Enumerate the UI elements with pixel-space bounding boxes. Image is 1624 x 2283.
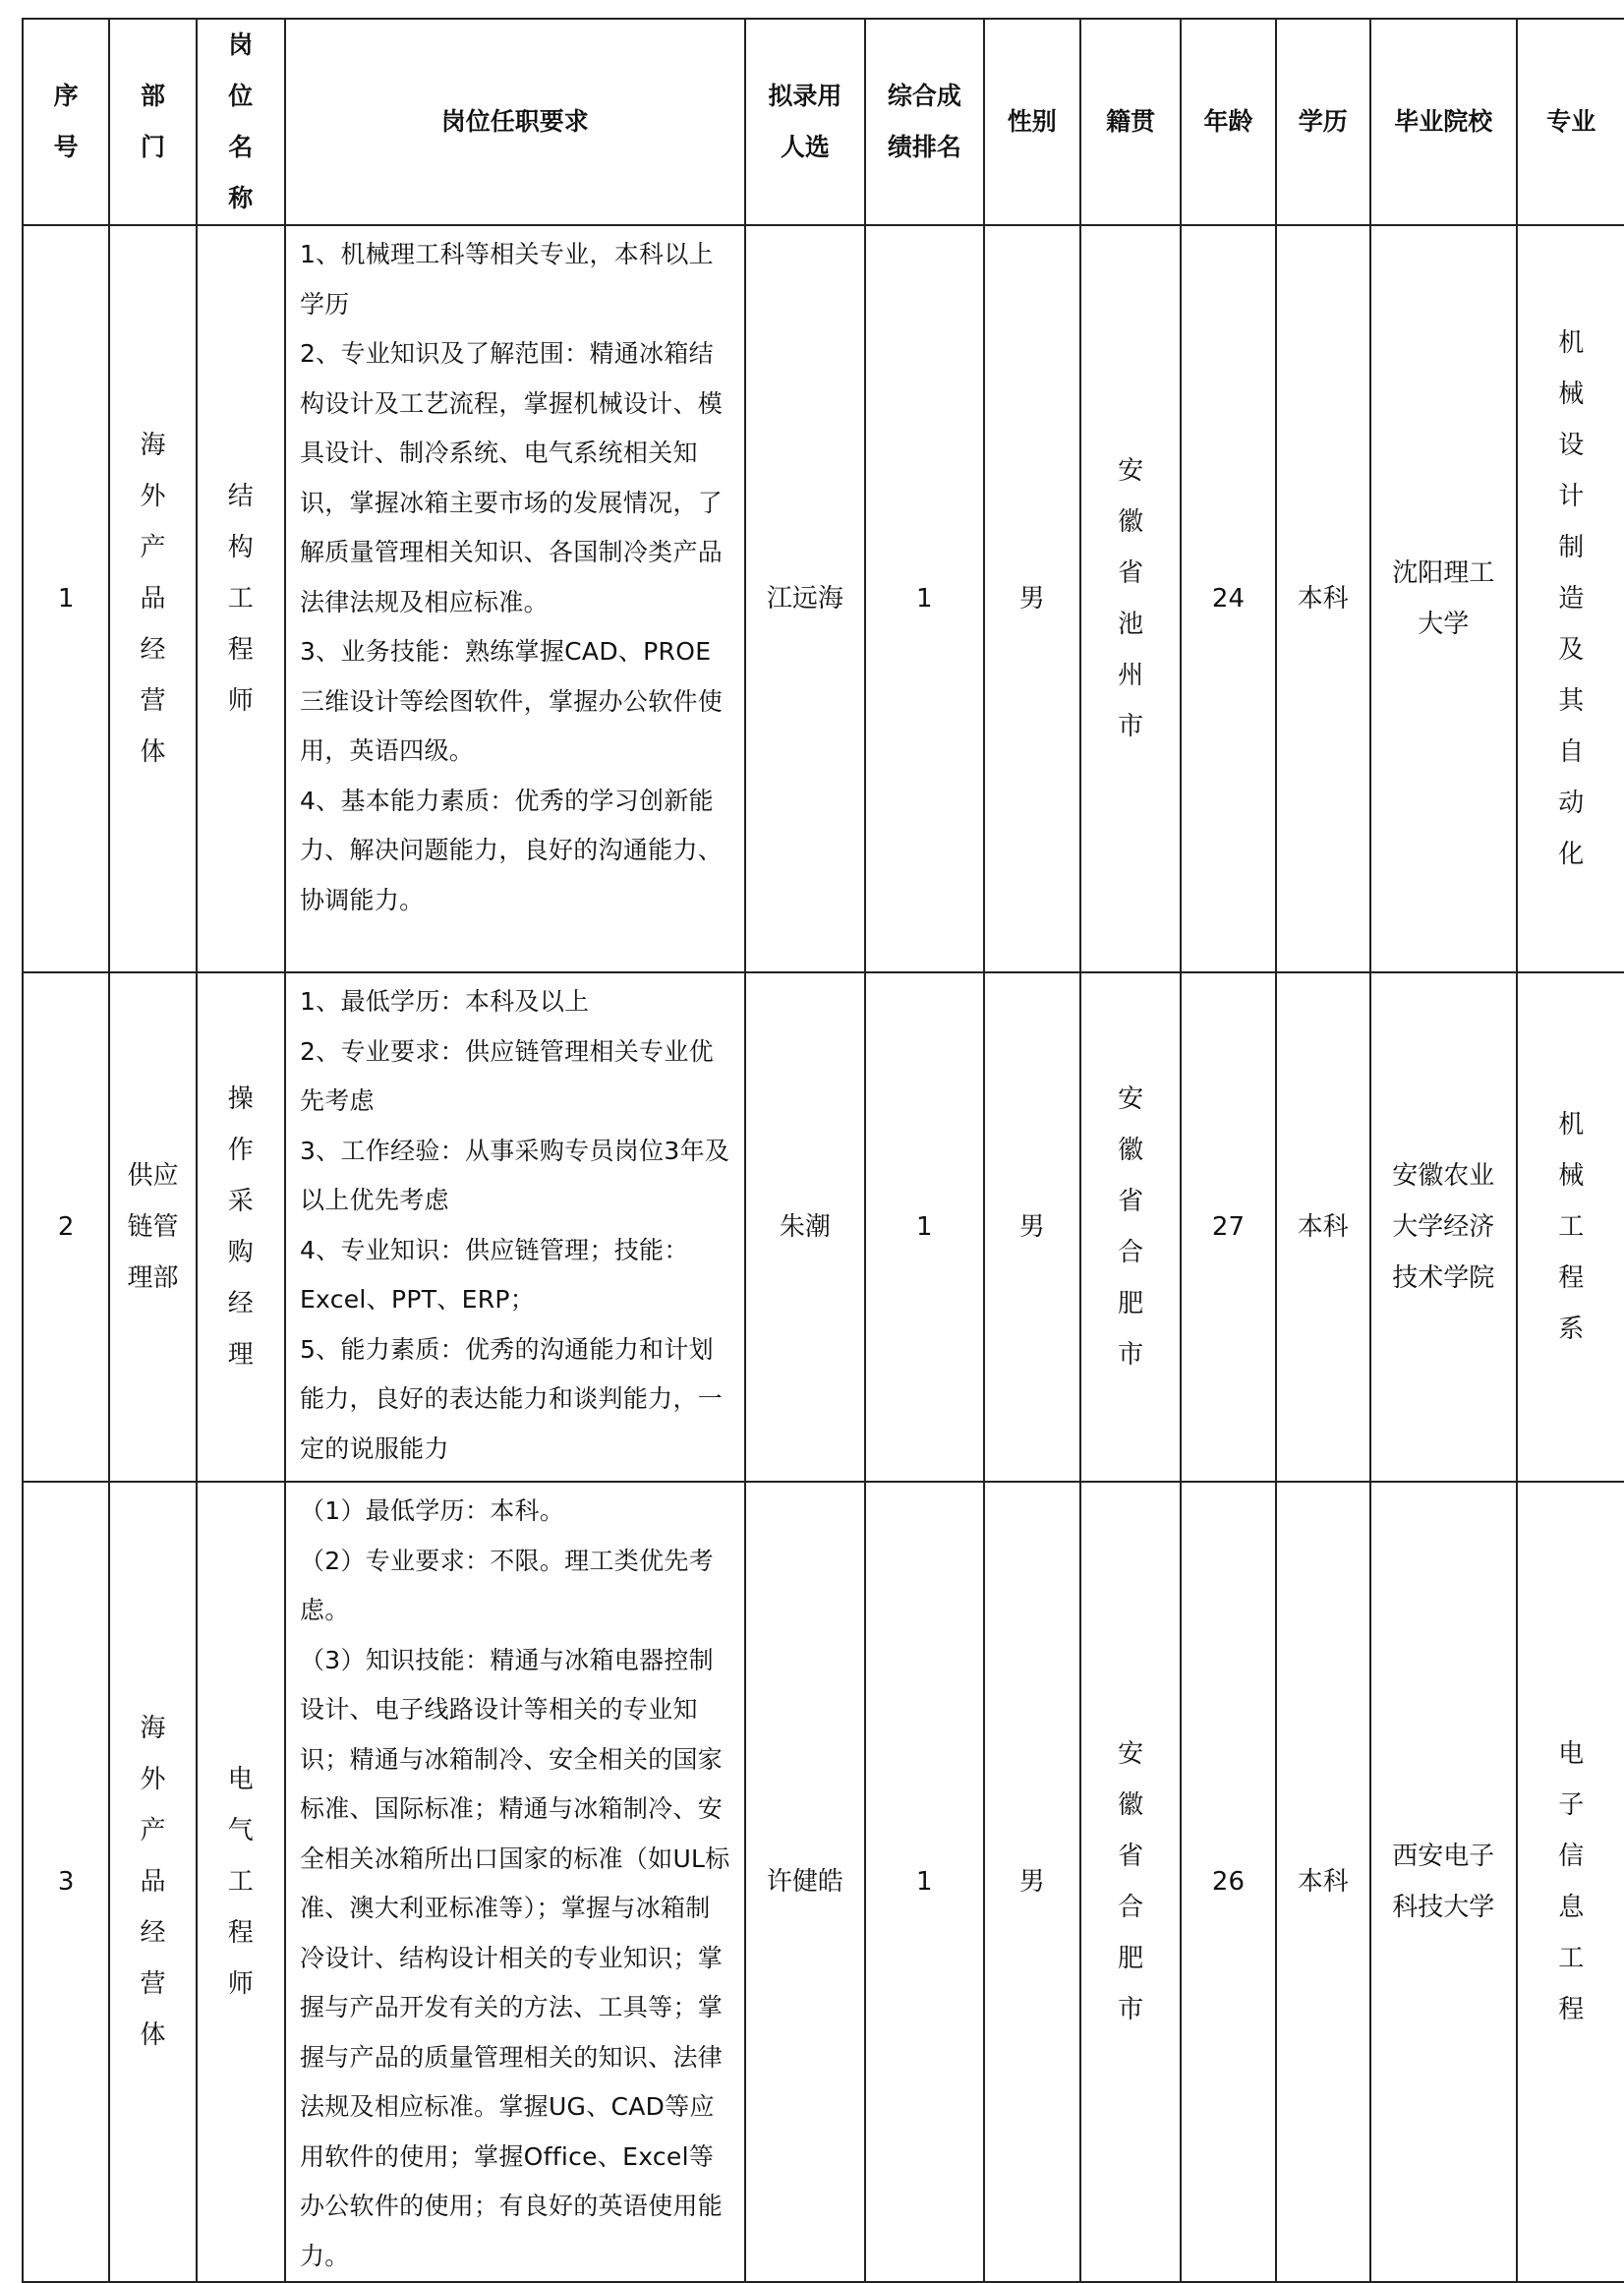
requirement-line: （2）专业要求：不限。理工类优先考虑。 [300,1537,734,1636]
cell-candidate: 许健皓 [745,1482,865,2282]
header-rank: 综合成绩排名 [865,19,983,225]
header-position: 岗位名称 [197,19,285,225]
cell-position: 结构工程师 [197,225,285,972]
cell-requirements [285,972,745,1482]
header-seq: 序号 [23,19,109,225]
cell-seq: 3 [23,1482,109,2282]
cell-rank: 1 [865,1482,983,2282]
cell-school: 沈阳理工大学 [1370,225,1517,972]
table-row [23,972,1624,1482]
cell-seq: 2 [23,972,109,1482]
header-requirements: 岗位任职要求 [285,19,745,225]
cell-gender: 男 [984,972,1080,1482]
header-dept: 部门 [109,19,196,225]
requirement-line: 4、基本能力素质：优秀的学习创新能力、解决问题能力，良好的沟通能力、协调能力。 [300,777,734,926]
requirement-line: 3、工作经验：从事采购专员岗位3年及以上优先考虑 [300,1127,734,1226]
header-age: 年龄 [1181,19,1275,225]
header-row [23,19,1624,225]
cell-age: 24 [1181,225,1275,972]
cell-age: 27 [1181,972,1275,1482]
cell-education: 本科 [1276,225,1370,972]
cell-gender: 男 [984,1482,1080,2282]
cell-age: 26 [1181,1482,1275,2282]
cell-position: 电气工程师 [197,1482,285,2282]
header-candidate: 拟录用人选 [745,19,865,225]
requirement-line: 5、能力素质：优秀的沟通能力和计划能力，良好的表达能力和谈判能力，一定的说服能力 [300,1325,734,1475]
requirement-line: 1、机械理工科等相关专业，本科以上学历 [300,230,734,329]
cell-native: 安徽省池州市 [1080,225,1181,972]
cell-dept: 海外产品经营体 [109,225,196,972]
cell-gender: 男 [984,225,1080,972]
recruitment-table [22,18,1624,2283]
requirement-line: （1）最低学历：本科。 [300,1487,734,1537]
requirement-line: （3）知识技能：精通与冰箱电器控制设计、电子线路设计等相关的专业知识；精通与冰箱制冷、安全相关的国家标准、国际标准；精通与冰箱制冷、安全相关冰箱所出口国家的标准（如UL标准、澳大利亚标准等）；掌握与冰箱制冷设计、结构设计相关的专业知识；掌握与产品开发有关的方法、工具等；掌握与产品的质量管理相关的知识、法律法规及相应标准。掌握UG、CAD等应用软件的使用；掌握Office、Excel等办公软件的使用；有良好的英语使用能力。 [300,1636,734,2282]
cell-position: 操作采购经理 [197,972,285,1482]
cell-native: 安徽省合肥市 [1080,1482,1181,2282]
cell-seq: 1 [23,225,109,972]
requirement-line: 3、业务技能：熟练掌握CAD、PROE三维设计等绘图软件，掌握办公软件使用，英语四级。 [300,627,734,777]
cell-dept: 海外产品经营体 [109,1482,196,2282]
header-gender: 性别 [984,19,1080,225]
cell-requirements [285,1482,745,2282]
cell-major: 电子信息工程 [1517,1482,1624,2282]
requirement-line: 2、专业知识及了解范围：精通冰箱结构设计及工艺流程，掌握机械设计、模具设计、制冷系统、电气系统相关知识，掌握冰箱主要市场的发展情况，了解质量管理相关知识、各国制冷类产品法律法规及相应标准。 [300,329,734,627]
cell-school: 西安电子科技大学 [1370,1482,1517,2282]
header-education: 学历 [1276,19,1370,225]
header-major: 专业 [1517,19,1624,225]
cell-rank: 1 [865,225,983,972]
header-native: 籍贯 [1080,19,1181,225]
table-row [23,225,1624,972]
cell-candidate: 江远海 [745,225,865,972]
cell-education: 本科 [1276,1482,1370,2282]
header-school: 毕业院校 [1370,19,1517,225]
cell-dept: 供应链管理部 [109,972,196,1482]
cell-major: 机械设计制造及其自动化 [1517,225,1624,972]
table-row [23,1482,1624,2282]
cell-native: 安徽省合肥市 [1080,972,1181,1482]
cell-major: 机械工程系 [1517,972,1624,1482]
requirement-line: 1、最低学历：本科及以上 [300,977,734,1027]
cell-education: 本科 [1276,972,1370,1482]
cell-rank: 1 [865,972,983,1482]
cell-candidate: 朱潮 [745,972,865,1482]
cell-requirements [285,225,745,972]
cell-school: 安徽农业大学经济技术学院 [1370,972,1517,1482]
requirement-line: 2、专业要求：供应链管理相关专业优先考虑 [300,1027,734,1127]
requirement-line: 4、专业知识：供应链管理；技能：Excel、PPT、ERP； [300,1226,734,1325]
